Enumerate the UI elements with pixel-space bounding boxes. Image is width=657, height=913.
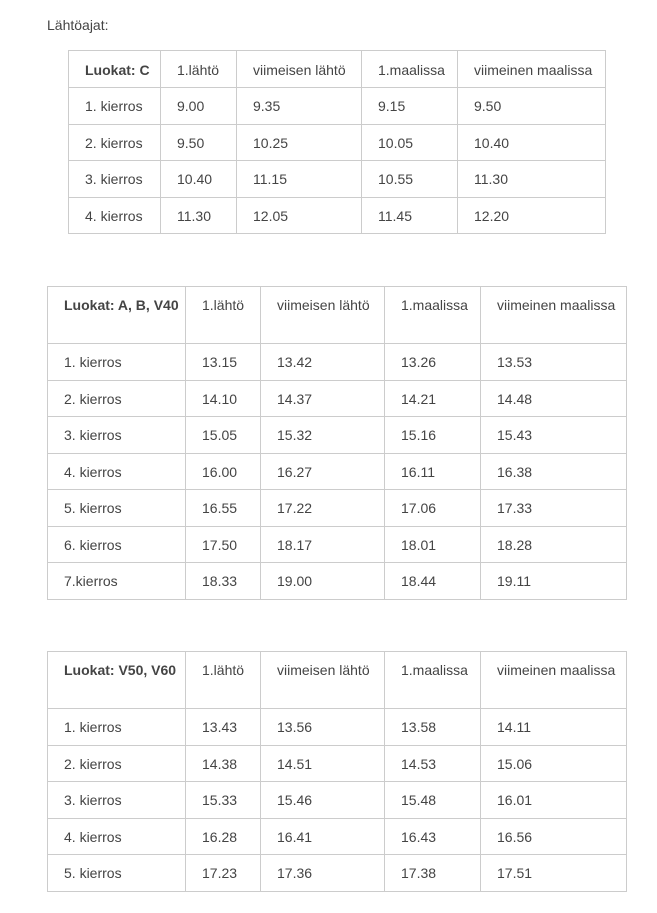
table-row [69,124,606,161]
time-cell: 18.44 [385,563,481,600]
time-cell: 19.11 [481,563,627,600]
time-cell: 10.40 [161,161,237,198]
header-cell-last-start: viimeisen lähtö [237,51,362,88]
time-cell: 19.00 [261,563,385,600]
time-cell: 17.51 [481,855,627,892]
round-cell: 1. kierros [69,88,161,125]
time-cell: 10.40 [458,124,606,161]
round-cell: 5. kierros [48,490,186,527]
time-cell: 14.48 [481,380,627,417]
time-cell: 10.05 [362,124,458,161]
schedule-table-class-a-b-v40 [47,286,627,600]
header-cell-first-finish: 1.maalissa [385,652,481,709]
table-row [48,453,627,490]
round-cell: 3. kierros [48,782,186,819]
time-cell: 15.46 [261,782,385,819]
round-cell: 4. kierros [48,818,186,855]
header-cell-first-finish: 1.maalissa [385,287,481,344]
time-cell: 15.33 [186,782,261,819]
time-cell: 13.42 [261,344,385,381]
round-cell: 6. kierros [48,526,186,563]
round-cell: 5. kierros [48,855,186,892]
table-header-row [48,287,627,344]
time-cell: 13.58 [385,709,481,746]
time-cell: 12.05 [237,197,362,234]
time-cell: 12.20 [458,197,606,234]
table-header-row [48,652,627,709]
table-header-row [69,51,606,88]
header-cell-first-start: 1.lähtö [161,51,237,88]
time-cell: 16.41 [261,818,385,855]
table-row [48,855,627,892]
time-cell: 9.50 [161,124,237,161]
time-cell: 14.21 [385,380,481,417]
header-cell-first-start: 1.lähtö [186,287,261,344]
header-cell-last-start: viimeisen lähtö [261,652,385,709]
table-row [69,161,606,198]
schedule-table-class-v50-v60 [47,651,627,892]
round-cell: 2. kierros [48,380,186,417]
header-cell-class: Luokat: A, B, V40 [48,287,186,344]
time-cell: 10.55 [362,161,458,198]
round-cell: 2. kierros [48,745,186,782]
time-cell: 17.22 [261,490,385,527]
time-cell: 13.56 [261,709,385,746]
time-cell: 9.00 [161,88,237,125]
time-cell: 17.38 [385,855,481,892]
time-cell: 11.15 [237,161,362,198]
round-cell: 4. kierros [69,197,161,234]
time-cell: 15.05 [186,417,261,454]
header-cell-last-finish: viimeinen maalissa [458,51,606,88]
table-row [48,818,627,855]
time-cell: 16.00 [186,453,261,490]
time-cell: 15.06 [481,745,627,782]
header-cell-class: Luokat: C [69,51,161,88]
time-cell: 14.51 [261,745,385,782]
time-cell: 14.53 [385,745,481,782]
time-cell: 15.43 [481,417,627,454]
header-cell-first-finish: 1.maalissa [362,51,458,88]
time-cell: 11.45 [362,197,458,234]
time-cell: 17.23 [186,855,261,892]
time-cell: 9.35 [237,88,362,125]
time-cell: 15.32 [261,417,385,454]
time-cell: 16.38 [481,453,627,490]
table-row [48,782,627,819]
time-cell: 16.27 [261,453,385,490]
time-cell: 18.28 [481,526,627,563]
time-cell: 14.10 [186,380,261,417]
time-cell: 13.26 [385,344,481,381]
time-cell: 11.30 [161,197,237,234]
round-cell: 1. kierros [48,709,186,746]
table-row [48,417,627,454]
time-cell: 16.43 [385,818,481,855]
time-cell: 18.17 [261,526,385,563]
time-cell: 14.38 [186,745,261,782]
time-cell: 18.33 [186,563,261,600]
time-cell: 17.33 [481,490,627,527]
round-cell: 2. kierros [69,124,161,161]
table-row [69,88,606,125]
header-cell-last-finish: viimeinen maalissa [481,652,627,709]
time-cell: 16.56 [481,818,627,855]
time-cell: 13.15 [186,344,261,381]
time-cell: 10.25 [237,124,362,161]
time-cell: 17.50 [186,526,261,563]
time-cell: 14.37 [261,380,385,417]
page-heading: Lähtöajat: [47,17,109,33]
table-row [48,490,627,527]
header-cell-last-start: viimeisen lähtö [261,287,385,344]
time-cell: 16.55 [186,490,261,527]
table-row [48,563,627,600]
table-row [69,197,606,234]
time-cell: 13.43 [186,709,261,746]
table-row [48,344,627,381]
table-row [48,709,627,746]
table-row [48,526,627,563]
time-cell: 16.11 [385,453,481,490]
table-row [48,380,627,417]
time-cell: 9.50 [458,88,606,125]
time-cell: 15.48 [385,782,481,819]
round-cell: 7.kierros [48,563,186,600]
time-cell: 11.30 [458,161,606,198]
round-cell: 1. kierros [48,344,186,381]
time-cell: 16.01 [481,782,627,819]
time-cell: 17.06 [385,490,481,527]
time-cell: 18.01 [385,526,481,563]
time-cell: 13.53 [481,344,627,381]
time-cell: 9.15 [362,88,458,125]
header-cell-class: Luokat: V50, V60 [48,652,186,709]
time-cell: 16.28 [186,818,261,855]
table-row [48,745,627,782]
header-cell-last-finish: viimeinen maalissa [481,287,627,344]
time-cell: 15.16 [385,417,481,454]
round-cell: 4. kierros [48,453,186,490]
round-cell: 3. kierros [48,417,186,454]
time-cell: 17.36 [261,855,385,892]
round-cell: 3. kierros [69,161,161,198]
schedule-table-class-c [68,50,606,234]
time-cell: 14.11 [481,709,627,746]
header-cell-first-start: 1.lähtö [186,652,261,709]
